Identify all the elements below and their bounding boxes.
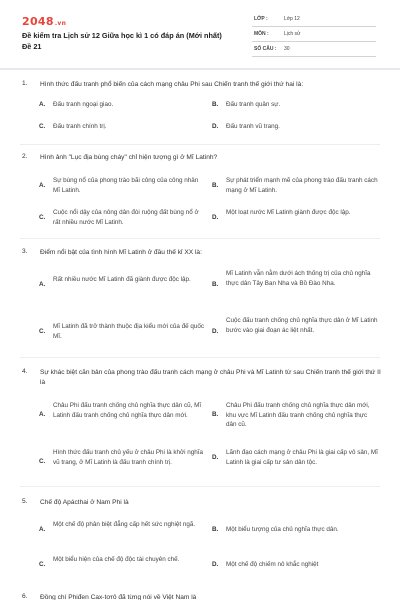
option-text: Một biểu hiện của chế độ độc tài chuyên chế. (53, 556, 180, 563)
option-letter: A. (39, 101, 46, 108)
question-text: Hình ảnh "Lục địa bùng cháy" chỉ hiện tượng gì ở Mĩ Latinh? (40, 154, 218, 161)
option-text: Mĩ Latinh vẫn nằm dưới ách thống trị của chủ nghĩa thực dân Tây Ban Nha và Bồ Đào Nha. (226, 270, 371, 287)
option-letter: D. (212, 214, 219, 221)
option-text: Đấu tranh vũ trang. (226, 123, 280, 130)
page-subtitle: Đề 21 (22, 42, 42, 51)
option-letter: D. (212, 454, 219, 461)
page-title: Đề kiểm tra Lịch sử 12 Giữa học kì 1 có đáp án (Mới nhất) (22, 31, 222, 40)
meta-row-class (252, 12, 376, 27)
option-letter: B. (212, 411, 219, 418)
option-letter: D. (212, 328, 219, 335)
option-letter: A. (39, 411, 46, 418)
question-text: Sự khác biệt căn bản của phong trào đấu tranh cách mạng ở châu Phi và Mĩ Latinh từ sau Chiến tranh thế giới thứ II là (40, 369, 381, 386)
option-letter: C. (39, 328, 46, 335)
question-number: 6. (22, 593, 28, 600)
option-text: Một loạt nước Mĩ Latinh giành được độc lập. (226, 209, 351, 216)
question-text: Hình thức đấu tranh phổ biến của cách mạng châu Phi sau Chiến tranh thế giới thứ hai là: (40, 81, 304, 88)
meta-row-subject (252, 27, 376, 42)
meta-row-count (252, 42, 376, 57)
question-number: 5. (22, 498, 28, 505)
meta-label: MÔN : (254, 31, 269, 37)
option-letter: D. (212, 123, 219, 130)
option-letter: B. (212, 182, 219, 189)
meta-value: Lịch sử (284, 31, 301, 37)
option-letter: C. (39, 123, 46, 130)
option-text: Cuộc đấu tranh chống chủ nghĩa thực dân ở Mĩ Latinh bước vào giai đoạn ác liệt nhất. (226, 317, 378, 334)
option-letter: A. (39, 281, 46, 288)
option-text: Châu Phi đấu tranh chống chủ nghĩa thực dân cũ, Mĩ Latinh đấu tranh chống chủ nghĩa thực dân mới. (53, 402, 202, 419)
option-letter: A. (39, 526, 46, 533)
option-letter: C. (39, 458, 46, 465)
meta-label: LỚP : (254, 16, 268, 22)
option-letter: B. (212, 281, 219, 288)
meta-label: SỐ CÂU : (254, 46, 277, 52)
option-text: Rất nhiều nước Mĩ Latinh đã giành được độc lập. (53, 276, 191, 283)
question-number: 2. (22, 153, 28, 160)
question-number: 3. (22, 248, 28, 255)
option-text: Một biểu tượng của chủ nghĩa thực dân. (226, 526, 339, 533)
question-text: Đồng chí Phiđen Cax-tơrô đã từng nói về Việt Nam là (40, 594, 197, 600)
question-text: Điểm nổi bật của tình hình Mĩ Latinh ở đầu thế kỉ XX là: (40, 249, 202, 256)
option-text: Đấu tranh quân sự. (226, 101, 281, 108)
page-header (0, 0, 400, 70)
option-letter: C. (39, 561, 46, 568)
question-divider (20, 486, 380, 487)
logo-text: 2048 (22, 15, 54, 28)
question-number: 1. (22, 80, 28, 87)
option-text: Hình thức đấu tranh chủ yếu ở châu Phi là khởi nghĩa vũ trang, ở Mĩ Latinh là đấu tranh chính trị. (53, 449, 204, 466)
exam-meta-panel (252, 12, 376, 57)
option-letter: B. (212, 101, 219, 108)
option-letter: B. (212, 526, 219, 533)
meta-value: 30 (284, 46, 290, 52)
question-divider (20, 144, 380, 145)
option-text: Sự phát triển mạnh mẽ của phong trào đấu tranh cách mạng ở Mĩ Latinh. (226, 177, 378, 194)
option-text: Đấu tranh ngoại giao. (53, 101, 114, 108)
option-letter: C. (39, 214, 46, 221)
question-divider (20, 357, 380, 358)
meta-value: Lớp 12 (284, 16, 300, 22)
option-text: Một chế độ chiếm nô khắc nghiệt (226, 561, 319, 568)
logo-suffix: .vn (54, 20, 67, 27)
option-text: Châu Phi đấu tranh chống chủ nghĩa thực dân mới, khu vực Mĩ Latinh đấu tranh chống chủ nghĩa thực dân cũ. (226, 402, 370, 428)
option-text: Đấu tranh chính trị. (53, 123, 107, 130)
question-text: Chế độ Apácthai ở Nam Phi là (40, 499, 129, 506)
option-letter: D. (212, 561, 219, 568)
option-letter: A. (39, 182, 46, 189)
question-divider (20, 238, 380, 239)
header-divider (0, 68, 400, 70)
site-logo[interactable] (22, 15, 66, 28)
option-text: Mĩ Latinh đã trở thành thuộc địa kiểu mới của đế quốc Mĩ. (53, 323, 205, 340)
question-number: 4. (22, 368, 28, 375)
option-text: Một chế độ phân biệt đẳng cấp hết sức nghiệt ngã. (53, 521, 196, 528)
option-text: Cuộc nổi dậy của nông dân đòi ruộng đất bùng nổ ở rất nhiều nước Mĩ Latinh. (53, 209, 199, 226)
option-text: Sự bùng nổ của phong trào bãi công của công nhân Mĩ Latinh. (53, 177, 199, 194)
option-text: Lãnh đạo cách mạng ở châu Phi là giai cấp vô sản, Mĩ Latinh là giai cấp tư sản dân tộc. (226, 449, 378, 466)
